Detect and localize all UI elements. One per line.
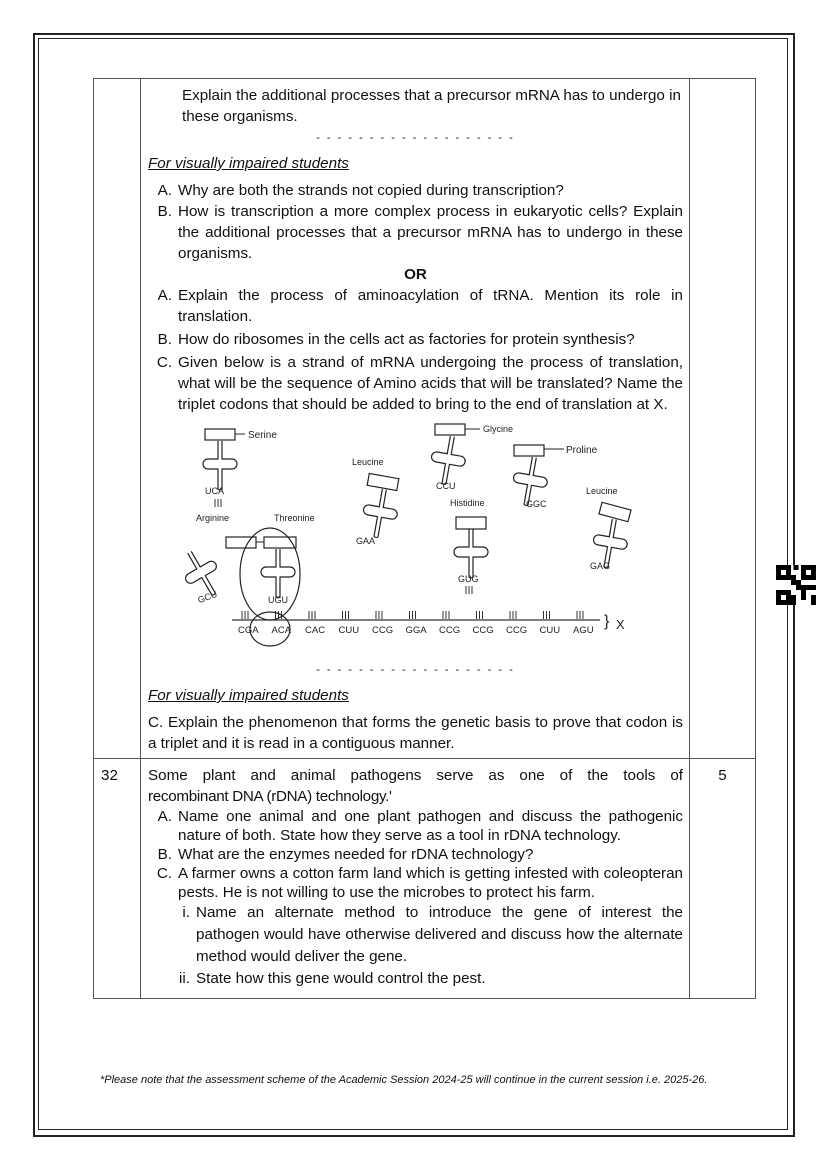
amino-acid-label: Serine [248, 430, 277, 441]
item-key: A. [157, 287, 172, 304]
trna-glycine [427, 433, 469, 487]
anticodon-label: GGC [526, 499, 547, 509]
amino-acid-box [456, 517, 486, 529]
amino-acid-box [514, 445, 544, 456]
amino-acid-label: Arginine [196, 513, 230, 523]
separator: - - - - - - - - - - - - - - - - - - - [316, 132, 515, 144]
vi-question: C. Explain the phenomenon that forms the genetic basis to prove that codon is a triplet and it is read in a contiguous manner. [148, 714, 683, 752]
amino-acid-label: Leucine [352, 457, 384, 467]
anticodon-label: CCU [436, 481, 456, 491]
list-item [148, 845, 683, 864]
end-label-x: X [616, 617, 625, 632]
separator: - - - - - - - - - - - - - - - - - - - [316, 664, 515, 676]
anticodon-label: GUG [458, 574, 479, 584]
item-text: Given below is a strand of mRNA undergoing the process of translation, what will be the sequence of Amino acids that will be translated? Name the triplet codons that should be added to bring to the end of translation at X. [178, 354, 683, 413]
codon-label: CCG [506, 625, 528, 636]
trna-threonine [261, 549, 295, 598]
sub-item [148, 902, 683, 968]
list-item [148, 285, 683, 327]
item-text: Why are both the strands not copied during transcription? [178, 182, 564, 199]
item-key: B. [157, 203, 172, 220]
item-text: Name an alternate method to introduce the gene of interest the pathogen would have otherwise delivered and discuss how the alternate method would deliver the gene. [196, 904, 683, 965]
amino-acid-label: Threonine [274, 513, 315, 523]
anticodon-label: UCA [205, 486, 225, 496]
intro-text: Some plant and animal pathogens serve as one of the tools of [148, 767, 683, 784]
item-text: How is transcription a more complex process in eukaryotic cells? Explain the additional processes that a precursor mRNA has to undergo in these organisms. [178, 203, 683, 262]
question-table [93, 78, 756, 999]
question-content [141, 759, 690, 999]
brace-icon: } [604, 613, 610, 630]
trna-leucine [359, 486, 401, 540]
trna-histidine [454, 529, 488, 578]
trna-serine [203, 441, 237, 490]
codon-label: CCG [472, 625, 494, 636]
question-row-32 [94, 759, 756, 999]
question-number: 32 [94, 759, 141, 999]
vi-heading: For visually impaired students [148, 155, 349, 172]
item-key: A. [157, 182, 172, 199]
item-key: ii. [179, 970, 190, 987]
codon-label: CGA [238, 625, 259, 636]
intro-text-2: recombinant DNA (rDNA) technology.' [148, 788, 392, 805]
item-text: State how this gene would control the pest. [196, 970, 486, 987]
or-label: OR [404, 266, 427, 283]
list-item [148, 352, 683, 415]
sub-item [148, 968, 683, 990]
codon-label: GGA [405, 625, 427, 636]
question-content [141, 79, 690, 759]
continued-text: Explain the additional processes that a precursor mRNA has to undergo in these organisms. [182, 87, 681, 125]
marks-cell [690, 79, 756, 759]
amino-acid-box [205, 429, 235, 440]
amino-acid-box [367, 473, 399, 490]
codon-label: CCG [372, 625, 394, 636]
amino-acid-label: Proline [566, 445, 598, 456]
question-number-cell [94, 79, 141, 759]
list-item [148, 329, 683, 350]
item-text: How do ribosomes in the cells act as factories for protein synthesis? [178, 331, 635, 348]
marks: 5 [690, 759, 756, 999]
list-item [148, 864, 683, 902]
item-text: What are the enzymes needed for rDNA technology? [178, 846, 534, 863]
footnote: *Please note that the assessment scheme of the Academic Session 2024-25 will continue in the current session i.e. 2025-26. [100, 1074, 708, 1086]
item-key: A. [157, 808, 172, 825]
question-row-31 [94, 79, 756, 759]
list-item [148, 201, 683, 264]
translation-diagram [180, 419, 683, 655]
anticodon-label: GAA [356, 536, 376, 546]
codon-label: CUU [539, 625, 561, 636]
item-text: Explain the process of aminoacylation of tRNA. Mention its role in translation. [178, 287, 683, 325]
amino-acid-box [435, 424, 465, 435]
amino-acid-label: Glycine [483, 424, 514, 434]
anticodon-label: GCU [196, 588, 219, 606]
qr-code-icon [776, 565, 816, 605]
item-key: B. [157, 846, 172, 863]
item-key: C. [156, 865, 172, 882]
codon-label: CCG [439, 625, 461, 636]
item-text: A farmer owns a cotton farm land which is getting infested with coleopteran pests. He is not willing to use the microbes to protect his farm. [178, 865, 683, 901]
codon-label: ACA [271, 625, 292, 636]
vi-heading: For visually impaired students [148, 687, 349, 704]
ribosome-large-subunit [240, 528, 300, 620]
item-key: B. [157, 331, 172, 348]
item-key: C. [156, 354, 172, 371]
codon-label: AGU [573, 625, 594, 636]
amino-acid-box [599, 502, 631, 521]
anticodon-label: UGU [268, 595, 288, 605]
codon-label: CAC [305, 625, 326, 636]
trna-mrna-figure [180, 419, 640, 649]
amino-acid-label: Histidine [450, 498, 485, 508]
list-item [148, 807, 683, 845]
item-text: Name one animal and one plant pathogen and discuss the pathogenic nature of both. State how they serve as a tool in rDNA technology. [178, 808, 683, 844]
amino-acid-label: Leucine [586, 486, 618, 496]
item-key: i. [182, 904, 190, 921]
anticodon-label: GAG [590, 561, 611, 571]
list-item [148, 180, 683, 201]
codon-label: CUU [338, 625, 360, 636]
